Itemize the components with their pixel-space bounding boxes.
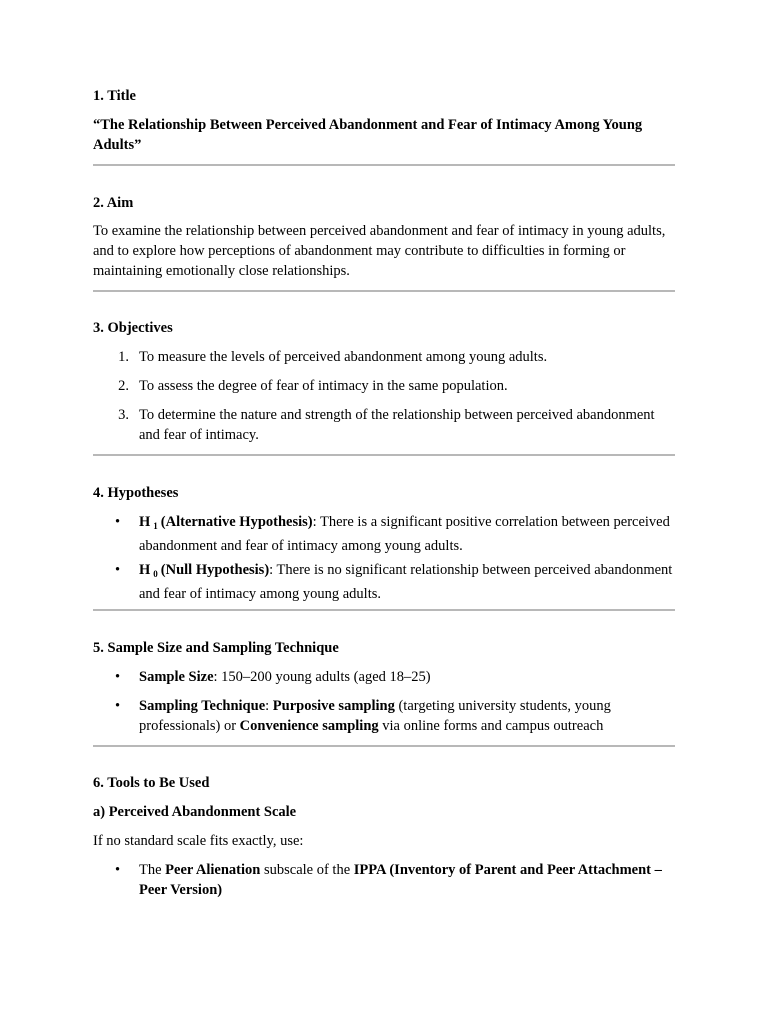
objective-text: To measure the levels of perceived abandonment among young adults. (139, 349, 548, 365)
section-heading-objectives: 3. Objectives (93, 320, 173, 336)
sampling-text: via online forms and campus outreach (378, 718, 604, 734)
section-heading-aim: 2. Aim (93, 195, 134, 211)
list-number: 2. (118, 378, 129, 394)
list-item (93, 696, 675, 736)
hypothesis-h1 (93, 512, 675, 556)
section-divider (93, 609, 675, 611)
hypothesis-subscript: 1 (153, 521, 158, 531)
tool-text: The (139, 862, 166, 878)
subsection-heading: a) Perceived Abandonment Scale (93, 804, 297, 820)
bullet-icon: • (115, 669, 121, 685)
purposive-sampling: Purposive sampling (272, 698, 395, 714)
sample-size-text: : 150–200 young adults (aged 18–25) (213, 669, 431, 685)
objective-text: To assess the degree of fear of intimacy in the same population. (139, 378, 508, 394)
bullet-icon: • (115, 862, 121, 878)
hypothesis-symbol: H (139, 514, 151, 530)
section-heading-title: 1. Title (93, 88, 136, 104)
hypothesis-subscript: 0 (153, 569, 158, 579)
list-item (93, 667, 675, 687)
bullet-icon: • (115, 698, 121, 714)
convenience-sampling: Convenience sampling (239, 718, 379, 734)
aim-text: To examine the relationship between perceived abandonment and fear of intimacy in young adults, and to explore how perceptions of abandonment may contribute to difficulties in forming or maintaining emotionally close relationships. (93, 223, 666, 279)
section-divider (93, 290, 675, 292)
bullet-icon: • (115, 514, 121, 530)
peer-alienation: Peer Alienation (165, 862, 261, 878)
document-title: “The Relationship Between Perceived Abandonment and Fear of Intimacy Among Young Adults” (93, 117, 643, 153)
sampling-text: (targeting university students, young professionals) or (139, 698, 611, 734)
hypothesis-symbol: H (139, 562, 151, 578)
list-number: 1. (118, 349, 129, 365)
sampling-separator: : (265, 698, 273, 714)
hypothesis-h0 (93, 560, 675, 604)
sample-size-label: Sample Size (139, 669, 214, 685)
bullet-icon: • (115, 562, 121, 578)
hypothesis-label: (Alternative Hypothesis) (160, 514, 313, 530)
objectives-list (93, 347, 675, 367)
hypothesis-label: (Null Hypothesis) (160, 562, 270, 578)
list-item (93, 860, 675, 900)
sampling-technique-label: Sampling Technique (139, 698, 266, 714)
section-divider (93, 745, 675, 747)
section-heading-sample: 5. Sample Size and Sampling Technique (93, 640, 339, 656)
section-divider (93, 164, 675, 166)
list-number: 3. (118, 407, 129, 423)
section-heading-hypotheses: 4. Hypotheses (93, 485, 179, 501)
hypothesis-text: : There is a significant positive correlation between perceived abandonment and fear of intimacy among young adults. (139, 514, 670, 554)
ippa-name: IPPA (Inventory of Parent and Peer Attachment – Peer Version) (139, 862, 662, 898)
hypothesis-text: : There is no significant relationship between perceived abandonment and fear of intimacy among young adults. (139, 562, 673, 602)
section-heading-tools: 6. Tools to Be Used (93, 775, 210, 791)
list-item (93, 405, 675, 445)
section-divider (93, 454, 675, 456)
list-item (93, 376, 675, 396)
tool-text: subscale of the (260, 862, 354, 878)
tools-intro: If no standard scale fits exactly, use: (93, 833, 304, 849)
list-item (93, 347, 675, 367)
objective-text: To determine the nature and strength of the relationship between perceived abandonment and fear of intimacy. (139, 407, 655, 443)
